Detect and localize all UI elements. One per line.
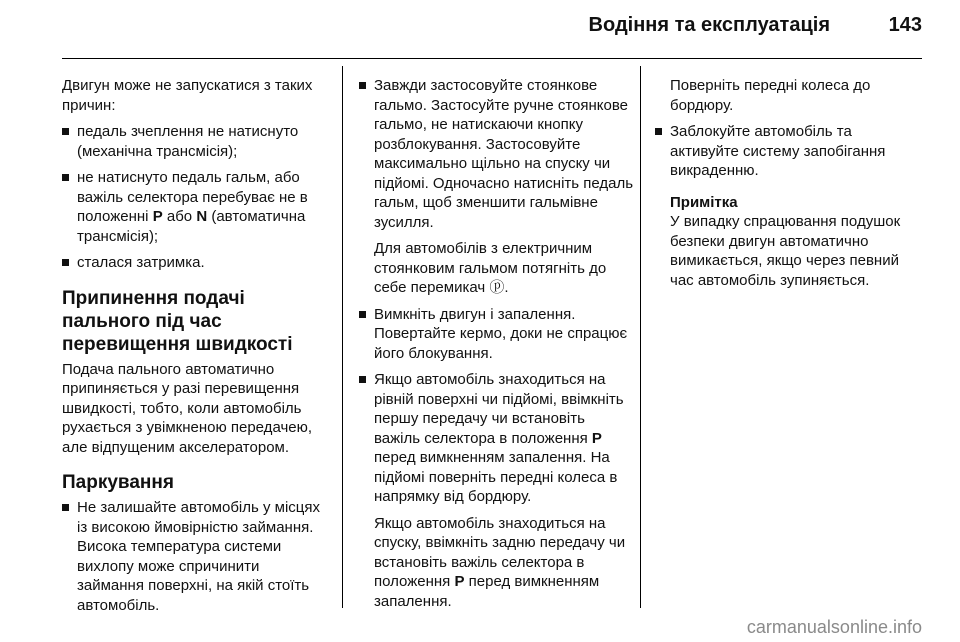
note-body: У випадку спрацювання подушок безпеки двигун автоматично вимикається, якщо через певний час автомобіль зупиняється. (670, 213, 901, 289)
page-header-title: Водіння та експлуатація (588, 14, 830, 36)
header-rule (62, 58, 922, 59)
column-divider (640, 66, 641, 608)
parking-list (655, 122, 923, 181)
list-item: педаль зчеплення не натиснуто (механічна трансмісія); (62, 122, 327, 161)
list-item: Не залишайте автомобіль у місцях із високою ймовірністю займання. Висока температура системи вихлопу може спричинити займання поверхні, на якій стоїть автомобіль. (62, 498, 327, 615)
list-item: Завжди застосовуйте стоянкове гальмо. Застосуйте ручне стоянкове гальмо, не натискаючи кнопку розблокування. Застосовуйте максимально щільно на спуску чи підйомі. Одночасно натисніть педаль гальм, щоб зменшити гальмівне зусилля. (359, 76, 635, 232)
gear-position: P (591, 429, 602, 447)
paragraph: Поверніть передні колеса до бордюру. (670, 77, 871, 114)
gear-position: P (152, 208, 163, 225)
paragraph: Якщо автомобіль знаходиться на спуску, ввімкніть задню передачу чи встановіть важіль селектора в положення P перед вимкненням запалення. (374, 514, 626, 610)
gear-position: N (196, 208, 208, 225)
section-title: Паркування (62, 472, 174, 493)
list-item: Вимкніть двигун і запалення. Повертайте кермо, доки не спрацює його блокування. (359, 305, 635, 364)
list-item: Якщо автомобіль знаходиться на рівній поверхні чи підйомі, ввімкніть першу передачу чи встановіть важіль селектора в положення P перед вимкненням запалення. На підйомі поверніть передні колеса в напрямку від бордюру. (359, 370, 635, 507)
note-heading: Примітка (670, 193, 738, 211)
watermark: carmanualsonline.info (746, 617, 922, 637)
cause-list (62, 122, 327, 273)
column-divider (342, 66, 343, 608)
list-item: сталася затримка. (62, 253, 327, 273)
section-body: Подача пального автоматично припиняється у разі перевищення швидкості, тобто, коли автомобіль рухається з увімкненою передачею, але відпущеним акселератором. (62, 360, 313, 456)
parking-list (62, 498, 327, 615)
parking-list (359, 76, 635, 232)
paragraph: Для автомобілів з електричним стоянковим гальмом потягніть до себе перемикач ⓟ. (374, 240, 607, 296)
column-1 (62, 76, 327, 622)
section-title: Припинення подачі пального під час перевищення швидкості (62, 287, 293, 355)
list-item: Заблокуйте автомобіль та активуйте систему запобігання викраденню. (655, 122, 923, 181)
column-2 (359, 76, 635, 618)
intro-text: Двигун може не запускатися з таких причин: (62, 77, 313, 114)
parking-list (359, 305, 635, 507)
page-number: 143 (888, 14, 922, 36)
gear-position: P (454, 573, 465, 590)
column-3 (655, 76, 923, 290)
list-item: не натиснуто педаль гальм, або важіль селектора перебуває не в положенні P або N (автоматична трансмісія); (62, 168, 327, 246)
